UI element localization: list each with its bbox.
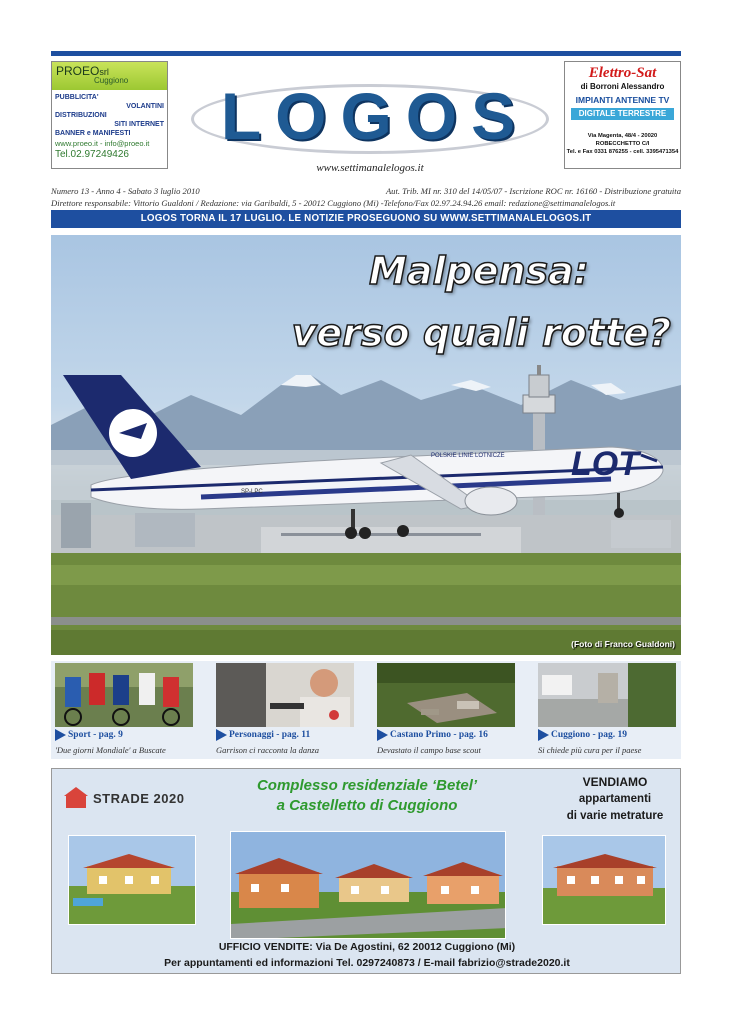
ad-proeo[interactable] (51, 61, 168, 169)
elettrosat-dtt-badge: DIGITALE TERRESTRE (571, 108, 674, 120)
ad-strade2020[interactable] (51, 768, 681, 974)
proeo-service-3: DISTRIBUZIONI (55, 112, 107, 119)
vendiamo-line-2: appartamenti (578, 793, 652, 805)
teaser-subtitle: 'Due giorni Mondiale' a Buscate (55, 745, 166, 755)
issue-editorial: Direttore responsabile: Vittorio Gualdoni / Redazione: via Garibaldi, 5 - 20012 Cuggiono (Mi) -Telefono/Fax 02.97.24.94.26 email: redazione@settimanalelogos.it (51, 198, 616, 208)
livery-logo: LOT (571, 445, 639, 483)
teaser-title: Cuggiono - pag. 19 (551, 730, 628, 741)
teaser-title: Personaggi - pag. 11 (229, 730, 311, 741)
teaser-strip (51, 661, 681, 759)
masthead-url[interactable]: www.settimanalelogos.it (316, 162, 424, 174)
top-rule (51, 51, 681, 56)
teaser-cuggiono[interactable] (534, 661, 684, 759)
masthead-logo: LOGOS (220, 79, 530, 153)
proeo-service-1: PUBBLICITA' (55, 94, 99, 101)
proeo-service-4: SITI INTERNET (114, 121, 164, 128)
livery-text: POLSKIE LINIE LOTNICZE (431, 453, 505, 459)
sales-contact[interactable]: Per appuntamenti ed informazioni Tel. 0297240873 / E-mail fabrizio@strade2020.it (164, 957, 570, 969)
residence-photo-2 (230, 831, 506, 939)
proeo-location: Cuggiono (94, 76, 129, 85)
proeo-contact[interactable]: www.proeo.it - info@proeo.it (55, 139, 150, 148)
complex-title-line-1: Complesso residenziale ‘Betel’ (256, 777, 478, 794)
ad-elettrosat[interactable] (564, 61, 681, 169)
masthead (185, 64, 555, 174)
teaser-title: Sport - pag. 9 (68, 730, 123, 741)
proeo-service-5: BANNER e MANIFESTI (55, 130, 131, 137)
hero-illustration (51, 235, 681, 655)
strade-logo (64, 785, 184, 811)
teaser-title: Castano Primo - pag. 16 (390, 730, 488, 741)
teaser-subtitle: Garrison ci racconta la danza (216, 745, 319, 755)
announcement-banner[interactable]: LOGOS TORNA IL 17 LUGLIO. LE NOTIZIE PROSEGUONO SU WWW.SETTIMANALELOGOS.IT (51, 210, 681, 228)
residence-photo-1 (68, 835, 196, 925)
headline-line-1: Malpensa: (369, 249, 589, 293)
strade-company: STRADE 2020 (93, 790, 185, 806)
photo-credit: (Foto di Franco Gualdoni) (571, 639, 675, 649)
teaser-thumb-personaggi (216, 663, 354, 727)
elettrosat-service: IMPIANTI ANTENNE TV (575, 95, 670, 105)
teaser-thumb-castano (377, 663, 515, 727)
arrow-right-icon (55, 729, 66, 741)
teaser-castano[interactable] (373, 661, 523, 759)
elettrosat-brand: Elettro-Sat (588, 65, 657, 81)
plane-registration: SP-LPC (241, 489, 263, 495)
proeo-brand: PROEO (56, 64, 100, 78)
arrow-right-icon (216, 729, 227, 741)
issue-legal: Aut. Trib. MI nr. 310 del 14/05/07 - Iscrizione ROC nr. 16160 - Distribuzione gratuita (385, 186, 681, 196)
issue-info-line (51, 186, 681, 196)
complex-title-line-2: a Castelletto di Cuggiono (276, 797, 458, 814)
elettrosat-phone: Tel. e Fax 0331 876255 - cell. 3395471354 (566, 149, 679, 155)
elettrosat-owner: di Borroni Alessandro (580, 82, 665, 91)
teaser-subtitle: Si chiede più cura per il paese (538, 745, 642, 755)
vendiamo-line-3: di varie metrature (566, 810, 664, 822)
house-icon (64, 787, 88, 809)
hero-photo[interactable] (51, 235, 681, 655)
teaser-thumb-cuggiono (538, 663, 676, 727)
teaser-sport[interactable] (51, 661, 201, 759)
proeo-phone: Tel.02.97249426 (55, 149, 129, 160)
proeo-suffix: srl (99, 67, 109, 77)
residence-photo-3 (542, 835, 666, 925)
vendiamo-heading: VENDIAMO (582, 775, 648, 789)
arrow-right-icon (377, 729, 388, 741)
teaser-subtitle: Devastato il campo base scout (377, 745, 481, 755)
teaser-personaggi[interactable] (212, 661, 362, 759)
sales-office: UFFICIO VENDITE: Via De Agostini, 62 20012 Cuggiono (Mi) (218, 941, 516, 953)
issue-number: Numero 13 - Anno 4 - Sabato 3 luglio 2010 (51, 186, 200, 196)
headline-line-2: verso quali rotte? (291, 311, 671, 355)
proeo-logo (52, 62, 167, 90)
proeo-service-2: VOLANTINI (126, 103, 164, 110)
arrow-right-icon (538, 729, 549, 741)
elettrosat-address: Via Magenta, 48/4 - 20020 ROBECCHETTO C/I (587, 133, 658, 147)
teaser-thumb-sport (55, 663, 193, 727)
